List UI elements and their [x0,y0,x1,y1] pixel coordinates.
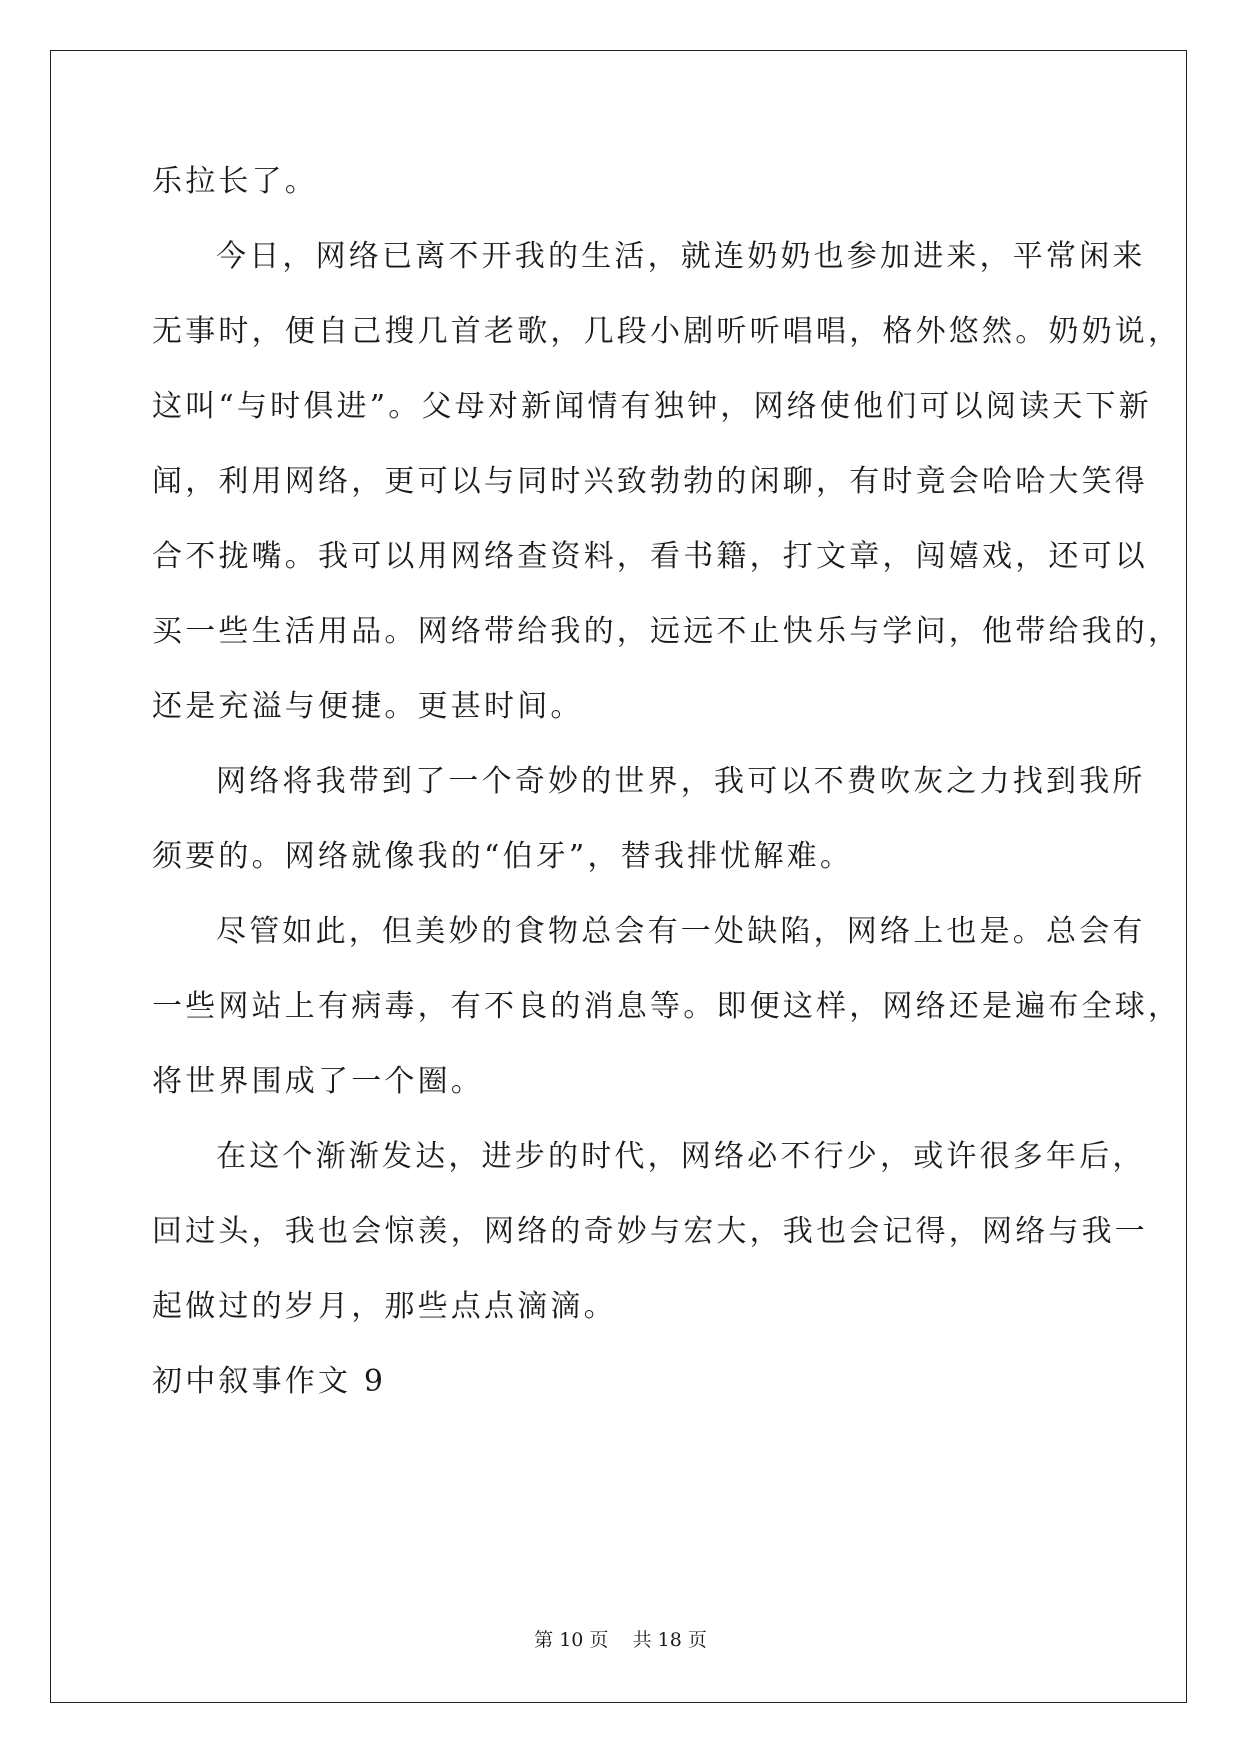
text-line: 在这个渐渐发达，进步的时代，网络必不行少，或许很多年后， [216,1139,1146,1174]
text-line: 无事时，便自己搜几首老歌，几段小剧听听唱唱，格外悠然。奶奶说， [152,314,1182,349]
page-number: 第 10 页 共 18 页 [534,1629,707,1651]
text-line: 买一些生活用品。网络带给我的，远远不止快乐与学问，他带给我的， [152,614,1182,649]
text-line: 这叫“与时俱进”。父母对新闻情有独钟，网络使他们可以阅读天下新 [152,389,1152,424]
text-line: 须要的。网络就像我的“伯牙”，替我排忧解难。 [152,839,854,874]
text-line: 起做过的岁月，那些点点滴滴。 [152,1289,617,1324]
text-line: 网络将我带到了一个奇妙的世界，我可以不费吹灰之力找到我所 [216,764,1146,799]
section-heading: 初中叙事作文 9 [152,1364,387,1399]
text-line: 一些网站上有病毒，有不良的消息等。即便这样，网络还是遍布全球， [152,989,1182,1024]
text-line: 今日，网络已离不开我的生活，就连奶奶也参加进来，平常闲来 [216,239,1146,274]
text-line: 合不拢嘴。我可以用网络查资料，看书籍，打文章，闯嬉戏，还可以 [152,539,1148,574]
text-line: 还是充溢与便捷。更甚时间。 [152,689,584,724]
text-line: 闻，利用网络，更可以与同时兴致勃勃的闲聊，有时竟会哈哈大笑得 [152,464,1148,499]
text-line: 回过头，我也会惊羡，网络的奇妙与宏大，我也会记得，网络与我一 [152,1214,1148,1249]
text-line: 乐拉长了。 [152,164,318,199]
text-line: 尽管如此，但美妙的食物总会有一处缺陷，网络上也是。总会有 [216,914,1146,949]
text-line: 将世界围成了一个圈。 [152,1064,484,1099]
